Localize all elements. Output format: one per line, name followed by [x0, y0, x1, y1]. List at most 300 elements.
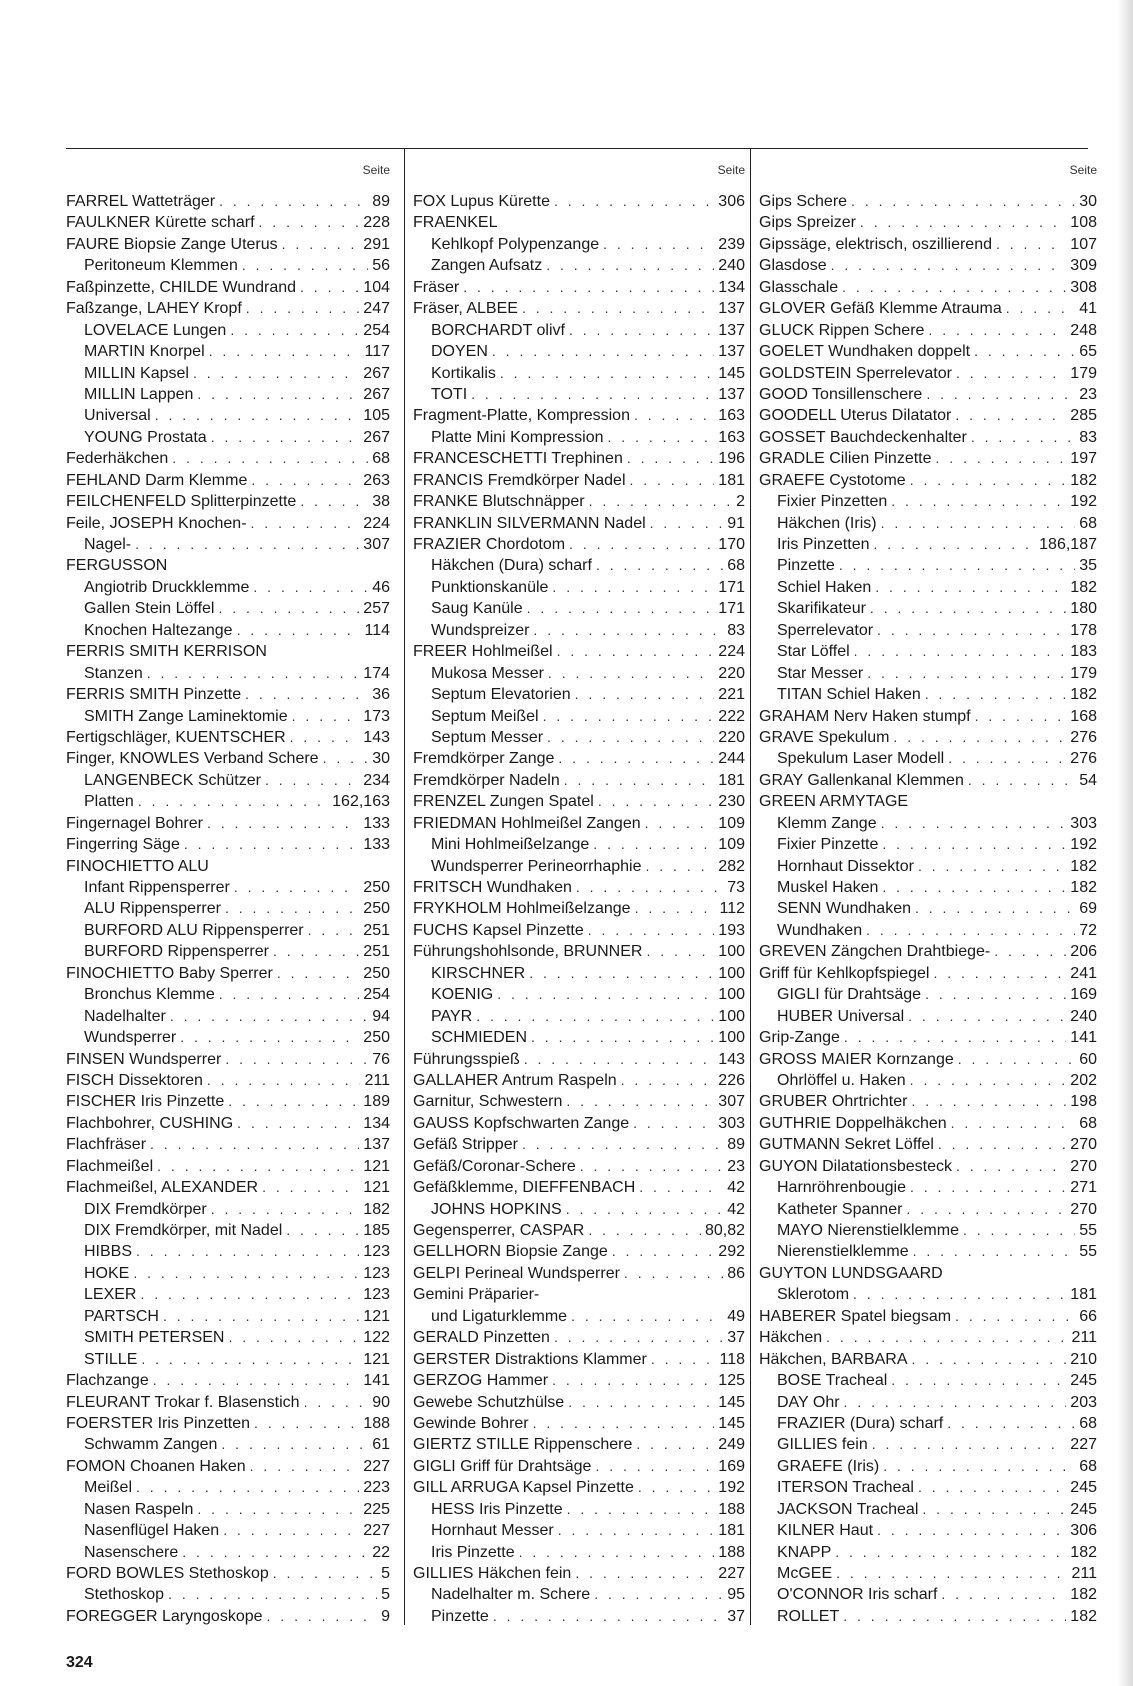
- leader-dots: [881, 513, 1076, 534]
- entry-page: 23: [727, 1157, 745, 1175]
- index-entry: [759, 534, 1099, 555]
- entry-term: Häkchen (Dura) scharf: [431, 557, 592, 575]
- entry-term: FINOCHIETTO ALU: [66, 857, 209, 875]
- entry-page: 303: [1070, 814, 1097, 832]
- entry-term: Häkchen: [759, 1329, 823, 1347]
- leader-dots: [153, 1370, 360, 1391]
- entry-page: 55: [1079, 1243, 1097, 1261]
- index-entry: [66, 1542, 392, 1563]
- index-entry: [413, 1563, 747, 1584]
- entry-term: GOELET Wundhaken doppelt: [759, 343, 971, 361]
- index-entry: [66, 1456, 392, 1477]
- index-entry: [66, 427, 392, 448]
- entry-page: 193: [718, 921, 745, 939]
- entry-term: GILL ARRUGA Kapsel Pinzette: [413, 1479, 634, 1497]
- entry-term: GUTHRIE Doppelhäkchen: [759, 1114, 947, 1132]
- index-entry: [66, 320, 392, 341]
- index-entry: [66, 448, 392, 469]
- leader-dots: [635, 898, 716, 919]
- index-column-3: [750, 149, 1099, 1625]
- index-entry: [413, 1606, 747, 1627]
- entry-page: 248: [1070, 321, 1097, 339]
- leader-dots: [228, 1091, 359, 1112]
- leader-dots: [839, 555, 1075, 576]
- leader-dots: [918, 1477, 1066, 1498]
- index-entry: [413, 598, 747, 619]
- index-entry: [66, 341, 392, 362]
- leader-dots: [211, 427, 360, 448]
- entry-page: 42: [727, 1200, 745, 1218]
- entry-term: GOODELL Uterus Dilatator: [759, 407, 952, 425]
- leader-dots: [218, 598, 359, 619]
- index-entry: [759, 706, 1099, 727]
- index-entry: [413, 1220, 747, 1241]
- entry-page: 56: [372, 257, 390, 275]
- leader-dots: [242, 255, 368, 276]
- leader-dots: [603, 234, 714, 255]
- leader-dots: [500, 363, 714, 384]
- entry-term: GREEN ARMYTAGE: [759, 793, 909, 811]
- index-entry: [66, 1349, 392, 1370]
- entry-term: FRIEDMAN Hohlmeißel Zangen: [413, 814, 641, 832]
- entry-term: JACKSON Tracheal: [777, 1500, 919, 1518]
- entry-term: Zangen Aufsatz: [431, 257, 543, 275]
- leader-dots: [251, 470, 359, 491]
- leader-dots: [893, 727, 1066, 748]
- index-entry: [759, 770, 1099, 791]
- entry-page: 270: [1070, 1200, 1097, 1218]
- entry-term: MILLIN Lappen: [84, 385, 194, 403]
- entry-page: 240: [1070, 1007, 1097, 1025]
- index-column-1: [66, 149, 392, 1625]
- entry-term: BURFORD ALU Rippensperrer: [84, 921, 304, 939]
- leader-dots: [529, 963, 714, 984]
- leader-dots: [872, 1434, 1067, 1455]
- entry-page: 182: [1070, 879, 1097, 896]
- index-entry: [66, 298, 392, 319]
- leader-dots: [557, 641, 715, 662]
- leader-dots: [891, 491, 1066, 512]
- entry-term: FINOCHIETTO Baby Sperrer: [66, 964, 273, 982]
- entry-term: Meißel: [84, 1479, 133, 1497]
- entry-page: 137: [718, 300, 745, 318]
- index-entry: [66, 384, 392, 405]
- leader-dots: [193, 363, 359, 384]
- leader-dots: [290, 727, 360, 748]
- entry-term: SMITH Zange Laminektomie: [84, 707, 288, 725]
- leader-dots: [651, 1349, 716, 1370]
- leader-dots: [866, 920, 1075, 941]
- entry-page: 117: [364, 343, 390, 361]
- leader-dots: [608, 427, 715, 448]
- entry-page: 182: [1070, 686, 1097, 704]
- entry-term: Flachmeißel: [66, 1157, 154, 1175]
- entry-page: 182: [1070, 1607, 1097, 1625]
- entry-term: FARREL Watteträger: [66, 193, 216, 210]
- index-entry: [759, 598, 1099, 619]
- entry-page: 23: [1079, 385, 1097, 403]
- index-entry: [759, 1434, 1099, 1455]
- entry-page: 306: [1070, 1522, 1097, 1540]
- entry-term: FRANKE Blutschnäpper: [413, 493, 585, 511]
- index-entry: [66, 834, 392, 855]
- index-entry: [66, 555, 392, 576]
- leader-dots: [197, 1499, 359, 1520]
- index-entry: [759, 856, 1099, 877]
- leader-dots: [882, 834, 1066, 855]
- entry-term: JOHNS HOPKINS: [431, 1200, 562, 1218]
- index-entry: [759, 1413, 1099, 1434]
- entry-term: Fingernagel Bohrer: [66, 814, 203, 832]
- index-entry: [759, 1006, 1099, 1027]
- leader-dots: [522, 298, 714, 319]
- entry-term: FERRIS SMITH KERRISON: [66, 643, 267, 661]
- entry-term: GALLAHER Antrum Raspeln: [413, 1071, 617, 1089]
- entry-page: 251: [363, 943, 390, 961]
- entry-term: Universal: [84, 407, 151, 425]
- leader-dots: [575, 1563, 714, 1584]
- leader-dots: [170, 1006, 368, 1027]
- entry-term: KOENIG: [431, 986, 494, 1004]
- index-entry: [413, 1263, 747, 1284]
- entry-page: 46: [372, 578, 390, 596]
- entry-page: 224: [363, 514, 390, 532]
- leader-dots: [938, 1134, 1066, 1155]
- index-entry: [413, 1456, 747, 1477]
- entry-page: 68: [1079, 1414, 1097, 1432]
- entry-term: Platte Mini Kompression: [431, 428, 604, 446]
- entry-page: 181: [718, 771, 745, 789]
- entry-term: SMITH PETERSEN: [84, 1329, 225, 1347]
- entry-page: 145: [718, 1414, 745, 1432]
- entry-term: PAYR: [431, 1007, 473, 1025]
- entry-page: 163: [718, 407, 745, 425]
- leader-dots: [225, 898, 359, 919]
- entry-page: 83: [1079, 428, 1097, 446]
- leader-dots: [141, 1349, 359, 1370]
- index-entry: [413, 1177, 747, 1198]
- index-entry: [759, 1113, 1099, 1134]
- index-entry: [759, 1542, 1099, 1563]
- leader-dots: [300, 277, 359, 298]
- entry-page: 276: [1070, 728, 1097, 746]
- entry-term: Gewebe Schutzhülse: [413, 1393, 565, 1411]
- entry-term: GILLIES fein: [777, 1436, 868, 1454]
- entry-term: Fremdkörper Nadeln: [413, 771, 560, 789]
- entry-term: DOYEN: [431, 343, 488, 361]
- entry-term: GERSTER Distraktions Klammer: [413, 1350, 647, 1368]
- page-edge-shadow: [1118, 0, 1133, 1686]
- entry-page: 137: [363, 1136, 390, 1154]
- entry-page: 230: [718, 793, 745, 811]
- entry-term: Gefäß/Coronar-Schere: [413, 1157, 576, 1175]
- entry-term: KNAPP: [777, 1543, 832, 1561]
- entry-term: GRUBER Ohrtrichter: [759, 1093, 908, 1111]
- leader-dots: [225, 1049, 368, 1070]
- index-entry: [413, 770, 747, 791]
- index-entry: [413, 384, 747, 405]
- entry-term: ALU Rippensperrer: [84, 900, 221, 918]
- leader-dots: [223, 1520, 359, 1541]
- entry-page: 197: [1070, 450, 1097, 468]
- entry-page: 49: [727, 1307, 745, 1325]
- entry-page: 89: [372, 193, 390, 210]
- entry-page: 133: [363, 814, 390, 832]
- entry-term: HESS Iris Pinzette: [431, 1500, 563, 1518]
- entry-term: Fertigschläger, KUENTSCHER: [66, 728, 286, 746]
- entry-term: Kehlkopf Polypenzange: [431, 235, 600, 253]
- leader-dots: [639, 1177, 723, 1198]
- entry-page: 94: [372, 1007, 390, 1025]
- entry-term: FAULKNER Kürette scharf: [66, 214, 255, 232]
- seite-header: Seite: [717, 163, 745, 177]
- entry-term: DIX Fremdkörper, mit Nadel: [84, 1222, 283, 1239]
- index-entry: [66, 577, 392, 598]
- index-entry: [413, 834, 747, 855]
- entry-term: Gewinde Bohrer: [413, 1414, 529, 1432]
- entry-term: Häkchen (Iris): [777, 514, 877, 532]
- entry-term: Flachfräser: [66, 1136, 147, 1154]
- entry-term: KILNER Haut: [777, 1522, 874, 1540]
- entry-term: Septum Elevatorien: [431, 686, 571, 704]
- leader-dots: [471, 384, 714, 405]
- entry-page: 173: [363, 707, 390, 725]
- entry-term: FRAENKEL: [413, 214, 498, 232]
- entry-term: SENN Wundhaken: [777, 900, 911, 918]
- index-entry: [759, 1327, 1099, 1348]
- entry-term: Gips Spreizer: [759, 214, 856, 232]
- entry-term: Nasen Raspeln: [84, 1500, 194, 1518]
- entry-term: FISCHER Iris Pinzette: [66, 1093, 225, 1111]
- entry-term: SCHMIEDEN: [431, 1029, 528, 1047]
- index-entry: [759, 748, 1099, 769]
- entry-page: 68: [1079, 1114, 1097, 1132]
- entry-term: Finger, KNOWLES Verband Schere: [66, 750, 319, 768]
- entry-page: 61: [372, 1436, 390, 1454]
- entry-term: Spekulum Laser Modell: [777, 750, 945, 768]
- leader-dots: [476, 1006, 714, 1027]
- entry-term: Federhäkchen: [66, 450, 169, 468]
- entry-page: 179: [1070, 664, 1097, 682]
- entry-page: 76: [372, 1050, 390, 1068]
- leader-dots: [558, 748, 714, 769]
- entry-term: Ohrlöffel u. Haken: [777, 1071, 906, 1089]
- entry-page: 68: [727, 557, 745, 575]
- leader-dots: [209, 341, 361, 362]
- index-entry: [413, 620, 747, 641]
- index-entry: [66, 513, 392, 534]
- entry-term: GUYTON LUNDSGAARD: [759, 1264, 943, 1282]
- entry-page: 9: [381, 1607, 390, 1625]
- entry-page: 178: [1070, 621, 1097, 639]
- entry-term: GERALD Pinzetten: [413, 1329, 550, 1347]
- index-entry: [759, 212, 1099, 233]
- leader-dots: [913, 1241, 1076, 1262]
- index-entry: [759, 663, 1099, 684]
- index-entry: [759, 277, 1099, 298]
- index-entry: [413, 1006, 747, 1027]
- leader-dots: [971, 427, 1075, 448]
- index-entry: [413, 791, 747, 812]
- leader-dots: [911, 1091, 1066, 1112]
- index-entry: [413, 684, 747, 705]
- entry-page: 182: [1070, 1586, 1097, 1604]
- leader-dots: [282, 234, 360, 255]
- index-entry: [759, 1584, 1099, 1605]
- entry-term: Fräser, ALBEE: [413, 300, 518, 318]
- entry-term: STILLE: [84, 1350, 138, 1368]
- entry-page: 271: [1070, 1179, 1097, 1197]
- index-entry: [66, 770, 392, 791]
- entry-term: Nadelhalter m. Schere: [431, 1586, 591, 1604]
- index-entry: [413, 470, 747, 491]
- entry-page: 162,163: [332, 793, 390, 811]
- index-entry: [66, 1499, 392, 1520]
- entry-term: Gefäßklemme, DIEFFENBACH: [413, 1179, 636, 1197]
- index-entry: [759, 384, 1099, 405]
- entry-page: 211: [1071, 1329, 1097, 1347]
- entry-page: 73: [727, 879, 745, 896]
- index-entry: [759, 320, 1099, 341]
- index-entry: [759, 405, 1099, 426]
- entry-page: 291: [363, 235, 390, 253]
- leader-dots: [253, 577, 368, 598]
- index-entry: [759, 834, 1099, 855]
- leader-dots: [877, 620, 1066, 641]
- entry-page: 107: [1070, 235, 1097, 253]
- entry-term: DIX Fremdkörper: [84, 1200, 207, 1218]
- entry-term: Wundhaken: [777, 921, 863, 939]
- index-entry: [413, 898, 747, 919]
- entry-term: Häkchen, BARBARA: [759, 1350, 908, 1368]
- entry-term: FERGUSSON: [66, 557, 168, 575]
- index-entry: [759, 1070, 1099, 1091]
- index-entry: [759, 1134, 1099, 1155]
- entry-term: DAY Ohr: [777, 1393, 840, 1411]
- index-entry: [759, 298, 1099, 319]
- leader-dots: [955, 1306, 1075, 1327]
- index-entry: [66, 1263, 392, 1284]
- index-entry: [413, 1349, 747, 1370]
- entry-term: GELPI Perineal Wundsperrer: [413, 1264, 620, 1282]
- entry-term: BOSE Tracheal: [777, 1372, 888, 1390]
- entry-page: 192: [718, 1479, 745, 1497]
- entry-term: Wundsperrer Perineorrhaphie: [431, 857, 642, 875]
- index-entry: [413, 1434, 747, 1455]
- entry-page: 123: [363, 1243, 390, 1261]
- entry-page: 66: [1079, 1307, 1097, 1325]
- entry-page: 2: [736, 493, 745, 511]
- index-entry: [413, 1241, 747, 1262]
- index-entry: [759, 1349, 1099, 1370]
- index-entry: [66, 813, 392, 834]
- leader-dots: [968, 770, 1075, 791]
- entry-page: 303: [718, 1114, 745, 1132]
- leader-dots: [947, 1413, 1075, 1434]
- leader-dots: [219, 191, 368, 212]
- index-entry: [66, 1477, 392, 1498]
- entry-term: GAUSS Kopfschwarten Zange: [413, 1114, 630, 1132]
- entry-page: 121: [363, 1307, 390, 1325]
- entry-page: 105: [363, 407, 390, 425]
- entry-page: 186,187: [1039, 536, 1097, 553]
- entry-term: Mini Hohlmeißelzange: [431, 836, 590, 854]
- index-entry: [66, 1049, 392, 1070]
- entry-page: 210: [1070, 1350, 1097, 1368]
- entry-term: GERZOG Hammer: [413, 1372, 549, 1390]
- entry-term: FORD BOWLES Stethoskop: [66, 1565, 269, 1582]
- entry-term: Gallen Stein Löffel: [84, 600, 215, 618]
- entry-term: Gegensperrer, CASPAR: [413, 1222, 585, 1239]
- entry-page: 123: [363, 1264, 390, 1282]
- index-entry: [66, 877, 392, 898]
- leader-dots: [157, 1156, 359, 1177]
- index-entry: [759, 620, 1099, 641]
- leader-dots: [531, 1027, 714, 1048]
- leader-dots: [237, 620, 361, 641]
- entry-page: 181: [718, 471, 745, 489]
- index-entry: [66, 1199, 392, 1220]
- entry-page: 90: [372, 1393, 390, 1411]
- entry-term: Star Messer: [777, 664, 864, 682]
- entry-term: Grip-Zange: [759, 1029, 840, 1047]
- entry-term: Star Löffel: [777, 643, 850, 661]
- entry-term: GUYON Dilatationsbesteck: [759, 1157, 952, 1175]
- entry-term: Sperrelevator: [777, 621, 874, 639]
- leader-dots: [882, 877, 1066, 898]
- index-entry: [759, 791, 1099, 812]
- entry-term: Infant Rippensperrer: [84, 879, 230, 896]
- entry-page: 240: [718, 257, 745, 275]
- entry-term: Stethoskop: [84, 1586, 165, 1604]
- entry-term: Septum Messer: [431, 728, 544, 746]
- entry-page: 308: [1070, 278, 1097, 296]
- entry-page: 245: [1070, 1372, 1097, 1390]
- index-entry: [413, 491, 747, 512]
- leader-dots: [994, 941, 1066, 962]
- entry-page: 100: [718, 986, 745, 1004]
- index-entry: [413, 341, 747, 362]
- leader-dots: [228, 1327, 359, 1348]
- entry-term: GIGLI für Drahtsäge: [777, 986, 922, 1004]
- index-entry: [759, 255, 1099, 276]
- leader-dots: [546, 255, 714, 276]
- index-entry: [759, 727, 1099, 748]
- index-entry: [413, 727, 747, 748]
- entry-page: 182: [1070, 471, 1097, 489]
- entry-term: FEILCHENFELD Splitterpinzette: [66, 493, 297, 511]
- entry-term: Flachmeißel, ALEXANDER: [66, 1179, 259, 1197]
- index-entry: [66, 1327, 392, 1348]
- entry-page: 225: [363, 1500, 390, 1518]
- entry-page: 112: [719, 900, 745, 918]
- entry-term: Fixier Pinzette: [777, 836, 879, 854]
- index-entry: [759, 491, 1099, 512]
- entry-term: Klemm Zange: [777, 814, 877, 832]
- entry-page: 137: [718, 343, 745, 361]
- index-entry: [66, 1027, 392, 1048]
- entry-term: FOMON Choanen Haken: [66, 1457, 246, 1475]
- entry-term: Hornhaut Messer: [431, 1522, 554, 1540]
- index-entry: [759, 513, 1099, 534]
- index-entry: [66, 1220, 392, 1241]
- leader-dots: [207, 1070, 361, 1091]
- leader-dots: [951, 1113, 1076, 1134]
- leader-dots: [844, 1027, 1066, 1048]
- leader-dots: [948, 748, 1066, 769]
- index-entry: [759, 1263, 1099, 1284]
- index-entry: [66, 598, 392, 619]
